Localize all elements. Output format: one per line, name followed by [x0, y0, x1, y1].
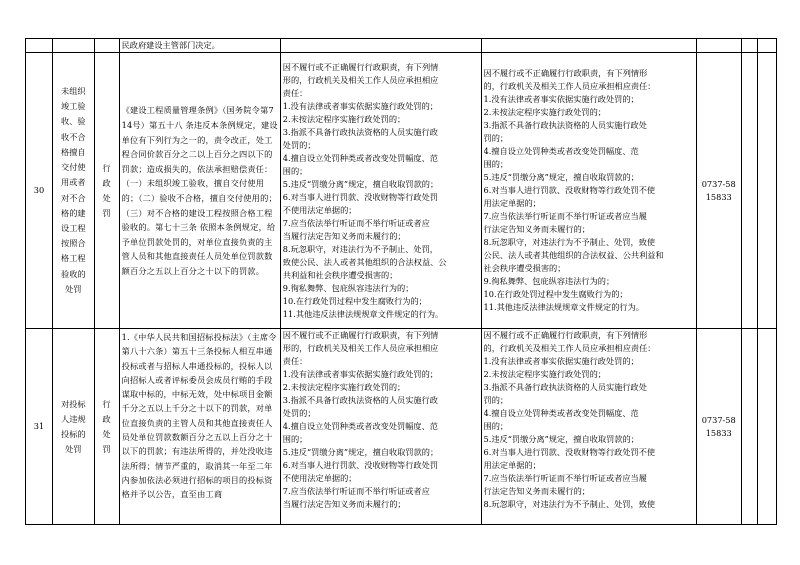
responsibility-line: 用法定单据的；: [483, 460, 541, 470]
responsibility-line: 因不履行或不正确履行行政职责，有下列情形: [483, 330, 648, 340]
cell-resp-b: [481, 39, 696, 53]
responsibility-line: 不使用法定单据的；: [282, 473, 357, 483]
cell-no: [26, 39, 53, 53]
responsibility-line: 3.指派不具备行政执法资格的人员实施行政处: [483, 120, 647, 130]
legal-basis: [119, 53, 280, 329]
responsibility-line: 围的；: [282, 165, 308, 176]
responsibility-line: 的，行政机关及相关工作人员应承担相应责任：: [483, 81, 656, 91]
cell-basis: [119, 39, 280, 53]
responsibility-line: 罚的；: [483, 133, 509, 143]
responsibility-line: 责任：: [282, 87, 308, 98]
responsibility-line: 社会秩序遭受损害的；: [483, 263, 566, 273]
responsibility-line: 因不履行或不正确履行行政职责，有下列情: [282, 330, 439, 340]
responsibility-b: [481, 53, 696, 329]
responsibility-line: 的，行政机关及相关工作人员应承担相应责任：: [483, 343, 656, 353]
responsibility-line: 10.在行政处罚过程中发生腐败行为的；: [282, 295, 427, 306]
table-row: [26, 39, 777, 53]
item-type: [94, 53, 119, 329]
row-number: 31: [26, 329, 53, 525]
responsibility-line: 2.未按法定程序实施行政处罚的；: [282, 113, 406, 124]
responsibility-line: 责任：: [282, 356, 308, 366]
cell-resp-a: [280, 39, 481, 53]
responsibility-line: 用法定单据的；: [483, 198, 541, 208]
responsibility-line: 3.指派不具备行政执法资格的人员实施行政: [282, 395, 438, 405]
responsibility-line: 罚的；: [483, 395, 509, 405]
contact-phone: [696, 53, 741, 329]
item-name-text: 对投标人违规投标的处罚: [61, 398, 86, 454]
responsibility-line: 1.没有法律或者事实依据实施行政处罚的；: [483, 356, 639, 366]
cell-extra-2: [758, 39, 777, 53]
item-type-text: 行政处罚: [102, 398, 111, 454]
table-row: [26, 53, 777, 329]
item-type-text: 行政处罚: [102, 162, 111, 218]
responsibility-line: 4.擅自设立处罚种类或者改变处罚幅度、范: [483, 146, 639, 156]
responsibility-line: 围的；: [483, 421, 509, 431]
responsibility-line: 当履行法定告知义务而未履行的；: [282, 230, 406, 241]
responsibility-line: 5.违反“罚缴分离”规定，擅自收取罚款的；: [282, 447, 439, 457]
responsibility-line: 11.其他违反法律法规规章文件规定的行为。: [483, 302, 644, 312]
responsibility-line: 致使公民、法人或者其他组织的合法权益、公: [282, 256, 447, 267]
responsibility-a: [280, 53, 481, 329]
contact-phone-text: 0737-58 15833: [701, 178, 736, 202]
responsibility-line: 6.对当事人进行罚款、没收财物等行政处罚不使: [483, 185, 656, 195]
responsibility-line: 4.擅自设立处罚种类或者改变处罚幅度、范: [282, 421, 438, 431]
contact-phone: [696, 329, 741, 525]
responsibility-line: 6.对当事人进行罚款、没收财物等行政处罚: [282, 460, 438, 470]
responsibility-line: 处罚的；: [282, 139, 316, 150]
responsibility-line: 形的，行政机关及相关工作人员应承担相应: [282, 343, 439, 353]
basis-tail-text: 民政府建设主管部门决定。: [121, 40, 220, 50]
power-list-table: [25, 38, 777, 525]
cell-extra-1: [741, 39, 758, 53]
responsibility-line: 7.应当依法举行听证而不举行听证或者应当履: [483, 211, 647, 221]
responsibility-line: 8.玩忽职守，对违法行为不予制止、处罚，: [282, 243, 438, 254]
responsibility-line: 6.对当事人进行罚款、没收财物等行政处罚不使: [483, 447, 656, 457]
legal-basis-text: 《建设工程质量管理条例》（国务院令第714号）第五十八 条违反本条例规定，建设单位有下列行为之一的，责令改正，处工程合同价款百分之二以上百分之四以下的罚款；造成损失的，依法承担赔偿责任：（一）未组织竣工验收，擅自交付使用的；（二）验收不合格，擅自交付使用的；（三）对不合格的建设工程按照合格工程验收的。第七十三条 依照本条例规定，给予单位罚款处罚的，对单位直接负责的主管人员和其他直接责任人员处单位罚款数额百分之五以上百分之十以下的罚款。: [121, 105, 278, 276]
responsibility-line: 9.徇私舞弊、包庇纵容违法行为的；: [483, 276, 615, 286]
responsibility-a-list: [283, 61, 479, 321]
responsibility-line: 8.玩忽职守，对违法行为不予制止、处罚，致使: [483, 499, 656, 509]
responsibility-line: 3.指派不具备行政执法资格的人员实施行政: [282, 126, 438, 137]
responsibility-line: 7.应当依法举行听证而不举行听证或者应: [282, 486, 430, 496]
responsibility-line: 9.徇私舞弊、包庇纵容违法行为的；: [282, 282, 414, 293]
cell-extra-1: [741, 53, 758, 329]
legal-basis: [119, 329, 280, 525]
responsibility-line: 形的，行政机关及相关工作人员应承担相应: [282, 74, 439, 85]
responsibility-b: [481, 329, 696, 525]
responsibility-line: 围的；: [282, 434, 308, 444]
responsibility-line: 公民、法人或者其他组织的合法权益、公共利益和: [483, 250, 664, 260]
responsibility-line: 2.未按法定程序实施行政处罚的；: [282, 382, 406, 392]
cell-name: [53, 39, 95, 53]
responsibility-line: 4.擅自设立处罚种类或者改变处罚幅度、范: [483, 408, 639, 418]
responsibility-line: 1.没有法律或者事实依据实施行政处罚的；: [282, 369, 438, 379]
responsibility-line: 当履行法定告知义务而未履行的；: [282, 499, 406, 509]
item-name: [53, 53, 95, 329]
responsibility-line: 行法定告知义务而未履行的；: [483, 486, 590, 496]
responsibility-line: 10.在行政处罚过程中发生腐败行为的；: [483, 289, 628, 299]
responsibility-a: [280, 329, 481, 525]
responsibility-line: 2.未按法定程序实施行政处罚的；: [483, 369, 606, 379]
responsibility-line: 7.应当依法举行听证而不举行听证或者应当履: [483, 473, 647, 483]
responsibility-line: 不使用法定单据的；: [282, 204, 357, 215]
item-name-text: 未组织竣工验收、验收不合格擅自交付使用或者对不合格的建设工程按照合格工程验收的处罚: [61, 86, 86, 294]
responsibility-b-list: [484, 329, 694, 511]
responsibility-line: 1.没有法律或者事实依据实施行政处罚的；: [483, 94, 639, 104]
cell-phone: [696, 39, 741, 53]
cell-type: [94, 39, 119, 53]
legal-basis-text: 1.《中华人民共和国招标投标法》（主席令第八十六条）第五十三条投标人相互串通投标或者与招标人串通投标的，投标人以向招标人或者评标委员会成员行贿的手段谋取中标的，中标无效，处中标项目金额千分之五以上千分之十以下的罚款，对单位直接负责的主管人员和其他直接责任人员处单位罚款数额百分之五以上百分之十以下的罚款；有违法所得的，并处没收违法所得；情节严重的，取消其一年至二年内参加依法必须进行招标的项目的投标资格并予以公告，直至由工商: [121, 332, 277, 500]
responsibility-b-list: [484, 67, 694, 314]
responsibility-line: 7.应当依法举行听证而不举行听证或者应: [282, 217, 430, 228]
responsibility-line: 5.违反“罚缴分离”规定，擅自收取罚款的；: [483, 172, 639, 182]
responsibility-line: 8.玩忽职守，对违法行为不予制止、处罚，致使: [483, 237, 656, 247]
responsibility-line: 因不履行或不正确履行行政职责，有下列情形: [483, 68, 648, 78]
responsibility-line: 5.违反“罚缴分离”规定，擅自收取罚款的；: [282, 178, 439, 189]
responsibility-line: 因不履行或不正确履行行政职责，有下列情: [282, 61, 439, 72]
contact-phone-text: 0737-58 15833: [701, 414, 736, 438]
responsibility-line: 围的；: [483, 159, 509, 169]
responsibility-line: 4.擅自设立处罚种类或者改变处罚幅度、范: [282, 152, 438, 163]
item-type: [94, 329, 119, 525]
item-name: [53, 329, 95, 525]
responsibility-a-list: [283, 329, 479, 511]
responsibility-line: 5.违反“罚缴分离”规定，擅自收取罚款的；: [483, 434, 639, 444]
table-row: [26, 329, 777, 525]
responsibility-line: 3.指派不具备行政执法资格的人员实施行政处: [483, 382, 647, 392]
responsibility-line: 1.没有法律或者事实依据实施行政处罚的；: [282, 100, 438, 111]
responsibility-line: 处罚的；: [282, 408, 316, 418]
cell-extra-1: [741, 329, 758, 525]
responsibility-line: 行法定告知义务而未履行的；: [483, 224, 590, 234]
responsibility-line: 2.未按法定程序实施行政处罚的；: [483, 107, 606, 117]
cell-extra-2: [758, 329, 777, 525]
cell-extra-2: [758, 53, 777, 329]
responsibility-line: 6.对当事人进行罚款、没收财物等行政处罚: [282, 191, 438, 202]
responsibility-line: 共利益和社会秩序遭受损害的；: [282, 269, 398, 280]
responsibility-line: 11.其他违反法律法规规章文件规定的行为。: [282, 308, 444, 319]
row-number: 30: [26, 53, 53, 329]
